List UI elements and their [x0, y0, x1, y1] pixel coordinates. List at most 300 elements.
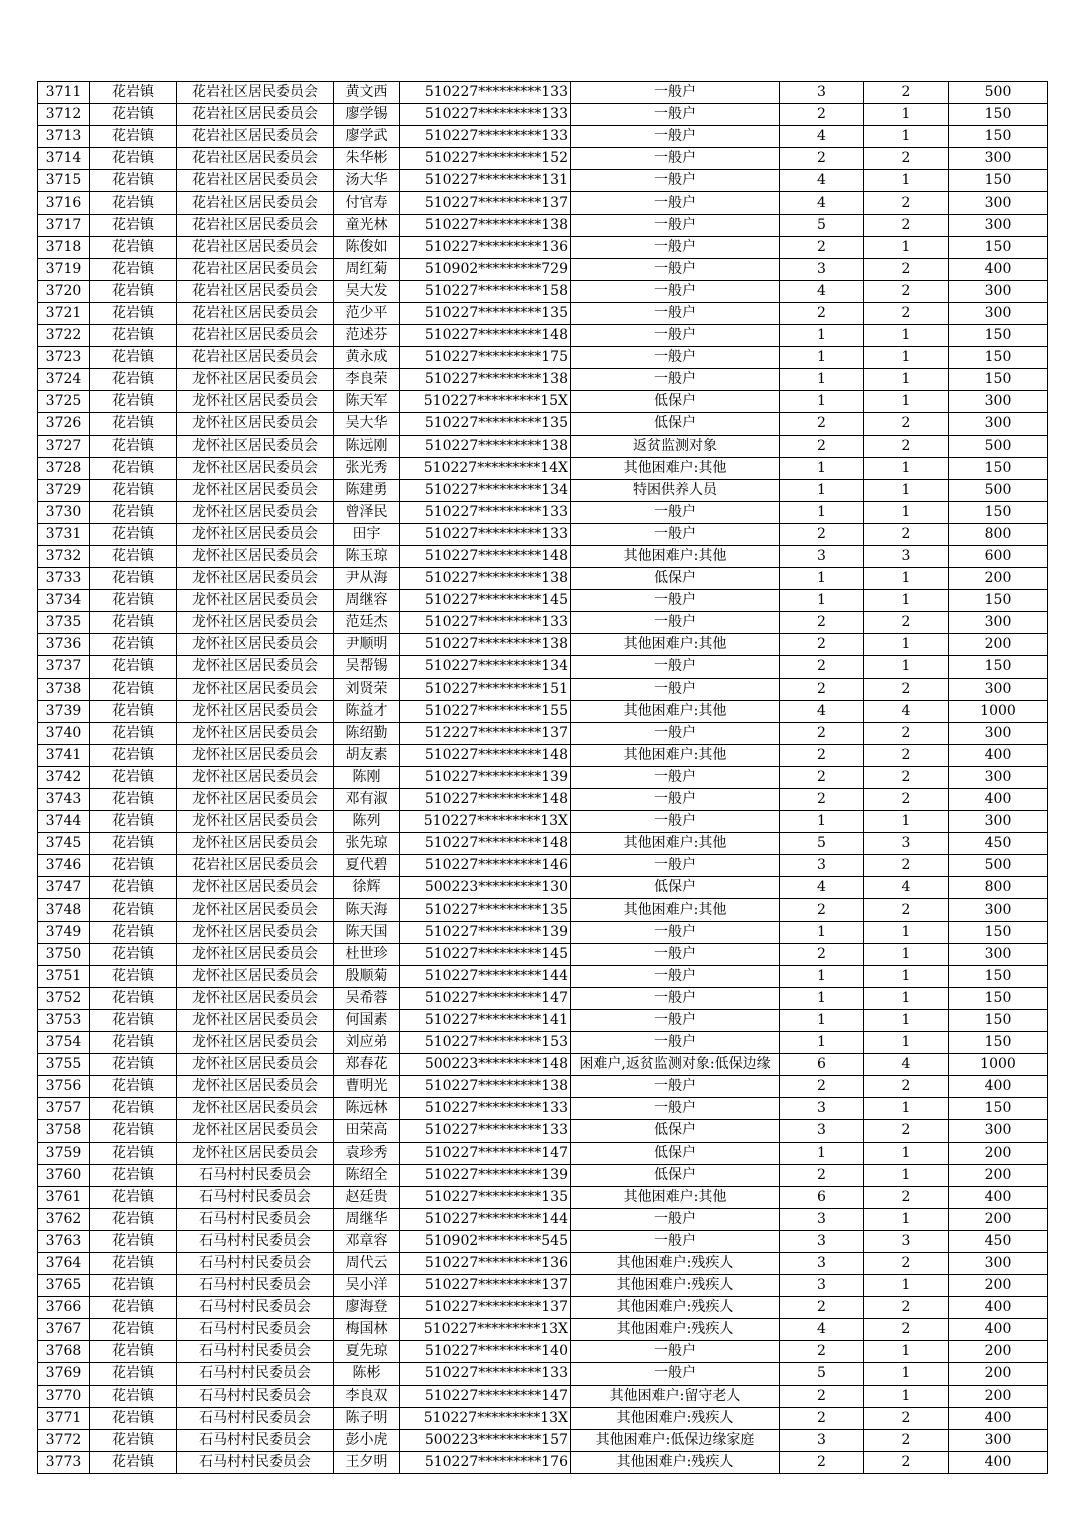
- beneficiary-count-cell: 2: [864, 722, 949, 744]
- row-number-cell: 3738: [38, 678, 90, 700]
- committee-cell: 龙怀社区居民委员会: [177, 1009, 334, 1031]
- household-category-cell: 低保户: [571, 1142, 780, 1164]
- id-number-cell: 510227*********137: [400, 1297, 571, 1319]
- table-row: [38, 148, 1048, 170]
- row-number-cell: 3719: [38, 258, 90, 280]
- household-category-cell: 一般户: [571, 1076, 780, 1098]
- row-number-cell: 3754: [38, 1032, 90, 1054]
- amount-cell: 800: [949, 877, 1048, 899]
- household-size-cell: 2: [780, 1164, 864, 1186]
- table-row: [38, 1120, 1048, 1142]
- beneficiary-count-cell: 2: [864, 1429, 949, 1451]
- name-cell: 袁珍秀: [334, 1142, 400, 1164]
- household-category-cell: 一般户: [571, 258, 780, 280]
- amount-cell: 150: [949, 501, 1048, 523]
- row-number-cell: 3739: [38, 700, 90, 722]
- household-category-cell: 其他困难户:其他: [571, 457, 780, 479]
- committee-cell: 龙怀社区居民委员会: [177, 943, 334, 965]
- name-cell: 陈刚: [334, 766, 400, 788]
- household-category-cell: 其他困难户:其他: [571, 899, 780, 921]
- name-cell: 陈天海: [334, 899, 400, 921]
- town-cell: 花岩镇: [90, 413, 177, 435]
- household-size-cell: 1: [780, 568, 864, 590]
- household-category-cell: 其他困难户:其他: [571, 634, 780, 656]
- name-cell: 范廷杰: [334, 612, 400, 634]
- name-cell: 吴大华: [334, 413, 400, 435]
- committee-cell: 龙怀社区居民委员会: [177, 435, 334, 457]
- town-cell: 花岩镇: [90, 921, 177, 943]
- row-number-cell: 3753: [38, 1009, 90, 1031]
- beneficiary-count-cell: 2: [864, 789, 949, 811]
- table-row: [38, 82, 1048, 104]
- beneficiary-count-cell: 2: [864, 214, 949, 236]
- table-row: [38, 170, 1048, 192]
- amount-cell: 300: [949, 766, 1048, 788]
- id-number-cell: 510227*********137: [400, 1275, 571, 1297]
- town-cell: 花岩镇: [90, 766, 177, 788]
- town-cell: 花岩镇: [90, 457, 177, 479]
- name-cell: 童光林: [334, 214, 400, 236]
- town-cell: 花岩镇: [90, 899, 177, 921]
- id-number-cell: 510227*********133: [400, 1098, 571, 1120]
- row-number-cell: 3752: [38, 987, 90, 1009]
- household-category-cell: 一般户: [571, 590, 780, 612]
- household-category-cell: 其他困难户:残疾人: [571, 1407, 780, 1429]
- committee-cell: 龙怀社区居民委员会: [177, 391, 334, 413]
- name-cell: 刘应弟: [334, 1032, 400, 1054]
- table-row: [38, 457, 1048, 479]
- id-number-cell: 510227*********138: [400, 214, 571, 236]
- town-cell: 花岩镇: [90, 1208, 177, 1230]
- town-cell: 花岩镇: [90, 1297, 177, 1319]
- household-category-cell: 一般户: [571, 170, 780, 192]
- committee-cell: 龙怀社区居民委员会: [177, 612, 334, 634]
- committee-cell: 龙怀社区居民委员会: [177, 678, 334, 700]
- id-number-cell: 510227*********141: [400, 1009, 571, 1031]
- row-number-cell: 3772: [38, 1429, 90, 1451]
- row-number-cell: 3761: [38, 1186, 90, 1208]
- amount-cell: 200: [949, 1341, 1048, 1363]
- household-size-cell: 3: [780, 82, 864, 104]
- beneficiary-count-cell: 2: [864, 148, 949, 170]
- household-category-cell: 低保户: [571, 877, 780, 899]
- table-row: [38, 1142, 1048, 1164]
- beneficiary-count-cell: 1: [864, 126, 949, 148]
- row-number-cell: 3728: [38, 457, 90, 479]
- beneficiary-count-cell: 4: [864, 700, 949, 722]
- household-size-cell: 2: [780, 766, 864, 788]
- row-number-cell: 3763: [38, 1230, 90, 1252]
- id-number-cell: 510227*********139: [400, 921, 571, 943]
- table-row: [38, 855, 1048, 877]
- table-row: [38, 568, 1048, 590]
- town-cell: 花岩镇: [90, 789, 177, 811]
- town-cell: 花岩镇: [90, 811, 177, 833]
- id-number-cell: 510227*********155: [400, 700, 571, 722]
- beneficiary-count-cell: 1: [864, 1164, 949, 1186]
- id-number-cell: 500223*********148: [400, 1054, 571, 1076]
- name-cell: 胡友素: [334, 744, 400, 766]
- household-category-cell: 低保户: [571, 568, 780, 590]
- household-category-cell: 低保户: [571, 391, 780, 413]
- household-size-cell: 4: [780, 280, 864, 302]
- table-row: [38, 1297, 1048, 1319]
- committee-cell: 花岩社区居民委员会: [177, 82, 334, 104]
- table-row: [38, 766, 1048, 788]
- table-row: [38, 369, 1048, 391]
- household-size-cell: 4: [780, 877, 864, 899]
- committee-cell: 龙怀社区居民委员会: [177, 656, 334, 678]
- household-category-cell: 其他困难户:其他: [571, 744, 780, 766]
- household-size-cell: 2: [780, 943, 864, 965]
- row-number-cell: 3726: [38, 413, 90, 435]
- beneficiary-count-cell: 1: [864, 391, 949, 413]
- committee-cell: 石马村村民委员会: [177, 1252, 334, 1274]
- amount-cell: 400: [949, 1451, 1048, 1473]
- row-number-cell: 3722: [38, 325, 90, 347]
- name-cell: 李良双: [334, 1385, 400, 1407]
- beneficiary-count-cell: 2: [864, 1451, 949, 1473]
- committee-cell: 龙怀社区居民委员会: [177, 722, 334, 744]
- town-cell: 花岩镇: [90, 258, 177, 280]
- name-cell: 吴希蓉: [334, 987, 400, 1009]
- beneficiary-count-cell: 1: [864, 656, 949, 678]
- amount-cell: 150: [949, 236, 1048, 258]
- town-cell: 花岩镇: [90, 523, 177, 545]
- id-number-cell: 510227*********139: [400, 1164, 571, 1186]
- town-cell: 花岩镇: [90, 833, 177, 855]
- id-number-cell: 510227*********133: [400, 1120, 571, 1142]
- town-cell: 花岩镇: [90, 1429, 177, 1451]
- household-size-cell: 2: [780, 1076, 864, 1098]
- household-category-cell: 低保户: [571, 1164, 780, 1186]
- household-size-cell: 1: [780, 987, 864, 1009]
- row-number-cell: 3749: [38, 921, 90, 943]
- committee-cell: 龙怀社区居民委员会: [177, 413, 334, 435]
- town-cell: 花岩镇: [90, 545, 177, 567]
- amount-cell: 1000: [949, 1054, 1048, 1076]
- row-number-cell: 3727: [38, 435, 90, 457]
- household-category-cell: 一般户: [571, 302, 780, 324]
- id-number-cell: 510227*********147: [400, 1385, 571, 1407]
- household-category-cell: 一般户: [571, 811, 780, 833]
- table-row: [38, 811, 1048, 833]
- town-cell: 花岩镇: [90, 126, 177, 148]
- household-size-cell: 2: [780, 413, 864, 435]
- name-cell: 陈远刚: [334, 435, 400, 457]
- household-size-cell: 2: [780, 1385, 864, 1407]
- committee-cell: 石马村村民委员会: [177, 1341, 334, 1363]
- table-row: [38, 1319, 1048, 1341]
- town-cell: 花岩镇: [90, 1451, 177, 1473]
- name-cell: 陈远林: [334, 1098, 400, 1120]
- id-number-cell: 510227*********136: [400, 236, 571, 258]
- row-number-cell: 3766: [38, 1297, 90, 1319]
- table-row: [38, 325, 1048, 347]
- row-number-cell: 3723: [38, 347, 90, 369]
- town-cell: 花岩镇: [90, 678, 177, 700]
- beneficiary-count-cell: 4: [864, 1054, 949, 1076]
- household-size-cell: 5: [780, 214, 864, 236]
- committee-cell: 龙怀社区居民委员会: [177, 1098, 334, 1120]
- household-size-cell: 2: [780, 1297, 864, 1319]
- household-category-cell: 一般户: [571, 766, 780, 788]
- id-number-cell: 510227*********13X: [400, 1407, 571, 1429]
- beneficiary-count-cell: 3: [864, 545, 949, 567]
- name-cell: 吴帮锡: [334, 656, 400, 678]
- beneficiary-count-cell: 2: [864, 82, 949, 104]
- beneficiary-count-cell: 1: [864, 568, 949, 590]
- amount-cell: 300: [949, 148, 1048, 170]
- name-cell: 陈益才: [334, 700, 400, 722]
- id-number-cell: 510227*********139: [400, 766, 571, 788]
- household-size-cell: 3: [780, 1429, 864, 1451]
- row-number-cell: 3736: [38, 634, 90, 656]
- beneficiary-count-cell: 2: [864, 523, 949, 545]
- beneficiary-count-cell: 2: [864, 1076, 949, 1098]
- amount-cell: 200: [949, 568, 1048, 590]
- amount-cell: 150: [949, 1009, 1048, 1031]
- table-row: [38, 1275, 1048, 1297]
- row-number-cell: 3769: [38, 1363, 90, 1385]
- committee-cell: 石马村村民委员会: [177, 1385, 334, 1407]
- table-row: [38, 634, 1048, 656]
- household-size-cell: 6: [780, 1054, 864, 1076]
- beneficiary-count-cell: 3: [864, 833, 949, 855]
- name-cell: 尹从海: [334, 568, 400, 590]
- row-number-cell: 3757: [38, 1098, 90, 1120]
- town-cell: 花岩镇: [90, 722, 177, 744]
- row-number-cell: 3770: [38, 1385, 90, 1407]
- beneficiary-count-cell: 1: [864, 1032, 949, 1054]
- beneficiary-count-cell: 1: [864, 590, 949, 612]
- beneficiary-count-cell: 1: [864, 811, 949, 833]
- row-number-cell: 3714: [38, 148, 90, 170]
- household-size-cell: 3: [780, 855, 864, 877]
- household-category-cell: 一般户: [571, 722, 780, 744]
- row-number-cell: 3758: [38, 1120, 90, 1142]
- household-category-cell: 一般户: [571, 943, 780, 965]
- name-cell: 张光秀: [334, 457, 400, 479]
- beneficiary-count-cell: 1: [864, 987, 949, 1009]
- name-cell: 郑春花: [334, 1054, 400, 1076]
- name-cell: 陈天军: [334, 391, 400, 413]
- household-category-cell: 其他困难户:低保边缘家庭: [571, 1429, 780, 1451]
- amount-cell: 500: [949, 82, 1048, 104]
- committee-cell: 龙怀社区居民委员会: [177, 877, 334, 899]
- town-cell: 花岩镇: [90, 1385, 177, 1407]
- row-number-cell: 3743: [38, 789, 90, 811]
- amount-cell: 300: [949, 214, 1048, 236]
- id-number-cell: 510227*********138: [400, 435, 571, 457]
- row-number-cell: 3751: [38, 965, 90, 987]
- household-size-cell: 2: [780, 722, 864, 744]
- amount-cell: 300: [949, 302, 1048, 324]
- committee-cell: 龙怀社区居民委员会: [177, 545, 334, 567]
- household-size-cell: 2: [780, 236, 864, 258]
- row-number-cell: 3764: [38, 1252, 90, 1274]
- beneficiary-count-cell: 2: [864, 302, 949, 324]
- amount-cell: 300: [949, 1429, 1048, 1451]
- amount-cell: 150: [949, 965, 1048, 987]
- id-number-cell: 510227*********176: [400, 1451, 571, 1473]
- household-size-cell: 1: [780, 1142, 864, 1164]
- id-number-cell: 510227*********152: [400, 148, 571, 170]
- table-row: [38, 1009, 1048, 1031]
- name-cell: 黄永成: [334, 347, 400, 369]
- id-number-cell: 510227*********147: [400, 1142, 571, 1164]
- table-row: [38, 1164, 1048, 1186]
- committee-cell: 石马村村民委员会: [177, 1230, 334, 1252]
- amount-cell: 200: [949, 1385, 1048, 1407]
- household-category-cell: 一般户: [571, 347, 780, 369]
- row-number-cell: 3716: [38, 192, 90, 214]
- id-number-cell: 510227*********133: [400, 523, 571, 545]
- town-cell: 花岩镇: [90, 590, 177, 612]
- household-category-cell: 一般户: [571, 855, 780, 877]
- table-row: [38, 280, 1048, 302]
- id-number-cell: 510227*********158: [400, 280, 571, 302]
- row-number-cell: 3715: [38, 170, 90, 192]
- household-category-cell: 其他困难户:留守老人: [571, 1385, 780, 1407]
- household-category-cell: 一般户: [571, 1363, 780, 1385]
- table-row: [38, 722, 1048, 744]
- table-row: [38, 1076, 1048, 1098]
- committee-cell: 石马村村民委员会: [177, 1164, 334, 1186]
- town-cell: 花岩镇: [90, 965, 177, 987]
- committee-cell: 花岩社区居民委员会: [177, 855, 334, 877]
- household-size-cell: 1: [780, 479, 864, 501]
- id-number-cell: 510227*********148: [400, 833, 571, 855]
- amount-cell: 150: [949, 656, 1048, 678]
- row-number-cell: 3724: [38, 369, 90, 391]
- name-cell: 邓章容: [334, 1230, 400, 1252]
- id-number-cell: 510227*********148: [400, 744, 571, 766]
- committee-cell: 龙怀社区居民委员会: [177, 965, 334, 987]
- beneficiary-count-cell: 2: [864, 899, 949, 921]
- town-cell: 花岩镇: [90, 1098, 177, 1120]
- town-cell: 花岩镇: [90, 1275, 177, 1297]
- row-number-cell: 3737: [38, 656, 90, 678]
- name-cell: 周继华: [334, 1208, 400, 1230]
- household-category-cell: 困难户,返贫监测对象:低保边缘: [571, 1054, 780, 1076]
- table-row: [38, 833, 1048, 855]
- town-cell: 花岩镇: [90, 1142, 177, 1164]
- table-row: [38, 1032, 1048, 1054]
- household-category-cell: 一般户: [571, 214, 780, 236]
- town-cell: 花岩镇: [90, 369, 177, 391]
- beneficiary-count-cell: 1: [864, 1098, 949, 1120]
- table-row: [38, 789, 1048, 811]
- beneficiary-count-cell: 1: [864, 170, 949, 192]
- name-cell: 陈绍全: [334, 1164, 400, 1186]
- row-number-cell: 3730: [38, 501, 90, 523]
- name-cell: 李良荣: [334, 369, 400, 391]
- committee-cell: 龙怀社区居民委员会: [177, 700, 334, 722]
- amount-cell: 300: [949, 1120, 1048, 1142]
- household-category-cell: 一般户: [571, 192, 780, 214]
- amount-cell: 200: [949, 1208, 1048, 1230]
- table-row: [38, 192, 1048, 214]
- household-size-cell: 2: [780, 612, 864, 634]
- id-number-cell: 510227*********148: [400, 789, 571, 811]
- row-number-cell: 3740: [38, 722, 90, 744]
- town-cell: 花岩镇: [90, 1319, 177, 1341]
- beneficiary-count-cell: 2: [864, 1297, 949, 1319]
- household-size-cell: 1: [780, 391, 864, 413]
- committee-cell: 石马村村民委员会: [177, 1297, 334, 1319]
- committee-cell: 龙怀社区居民委员会: [177, 921, 334, 943]
- name-cell: 陈绍勤: [334, 722, 400, 744]
- table-row: [38, 126, 1048, 148]
- household-category-cell: 其他困难户:其他: [571, 700, 780, 722]
- amount-cell: 400: [949, 1076, 1048, 1098]
- committee-cell: 龙怀社区居民委员会: [177, 744, 334, 766]
- row-number-cell: 3734: [38, 590, 90, 612]
- committee-cell: 石马村村民委员会: [177, 1451, 334, 1473]
- amount-cell: 500: [949, 435, 1048, 457]
- name-cell: 夏代碧: [334, 855, 400, 877]
- beneficiary-count-cell: 1: [864, 1341, 949, 1363]
- household-size-cell: 5: [780, 833, 864, 855]
- table-row: [38, 302, 1048, 324]
- row-number-cell: 3750: [38, 943, 90, 965]
- beneficiary-count-cell: 1: [864, 921, 949, 943]
- town-cell: 花岩镇: [90, 347, 177, 369]
- beneficiary-count-cell: 2: [864, 1186, 949, 1208]
- id-number-cell: 510227*********133: [400, 612, 571, 634]
- beneficiary-count-cell: 1: [864, 104, 949, 126]
- table-row: [38, 391, 1048, 413]
- committee-cell: 龙怀社区居民委员会: [177, 634, 334, 656]
- amount-cell: 300: [949, 280, 1048, 302]
- committee-cell: 花岩社区居民委员会: [177, 236, 334, 258]
- amount-cell: 150: [949, 369, 1048, 391]
- household-size-cell: 2: [780, 656, 864, 678]
- id-number-cell: 510227*********144: [400, 965, 571, 987]
- amount-cell: 450: [949, 833, 1048, 855]
- beneficiary-count-cell: 2: [864, 766, 949, 788]
- beneficiary-count-cell: 2: [864, 1120, 949, 1142]
- committee-cell: 花岩社区居民委员会: [177, 302, 334, 324]
- beneficiary-count-cell: 2: [864, 1252, 949, 1274]
- table-row: [38, 656, 1048, 678]
- household-size-cell: 3: [780, 1208, 864, 1230]
- row-number-cell: 3746: [38, 855, 90, 877]
- household-category-cell: 一般户: [571, 656, 780, 678]
- name-cell: 陈列: [334, 811, 400, 833]
- household-category-cell: 其他困难户:残疾人: [571, 1275, 780, 1297]
- amount-cell: 150: [949, 126, 1048, 148]
- household-size-cell: 3: [780, 1275, 864, 1297]
- table-row: [38, 413, 1048, 435]
- household-size-cell: 1: [780, 501, 864, 523]
- name-cell: 朱华彬: [334, 148, 400, 170]
- beneficiary-count-cell: 1: [864, 1009, 949, 1031]
- committee-cell: 龙怀社区居民委员会: [177, 568, 334, 590]
- id-number-cell: 500223*********130: [400, 877, 571, 899]
- household-size-cell: 2: [780, 1407, 864, 1429]
- amount-cell: 800: [949, 523, 1048, 545]
- id-number-cell: 510227*********175: [400, 347, 571, 369]
- beneficiary-count-cell: 1: [864, 347, 949, 369]
- committee-cell: 石马村村民委员会: [177, 1407, 334, 1429]
- table-row: [38, 744, 1048, 766]
- amount-cell: 300: [949, 612, 1048, 634]
- id-number-cell: 510902*********729: [400, 258, 571, 280]
- id-number-cell: 510227*********133: [400, 104, 571, 126]
- id-number-cell: 512227*********137: [400, 722, 571, 744]
